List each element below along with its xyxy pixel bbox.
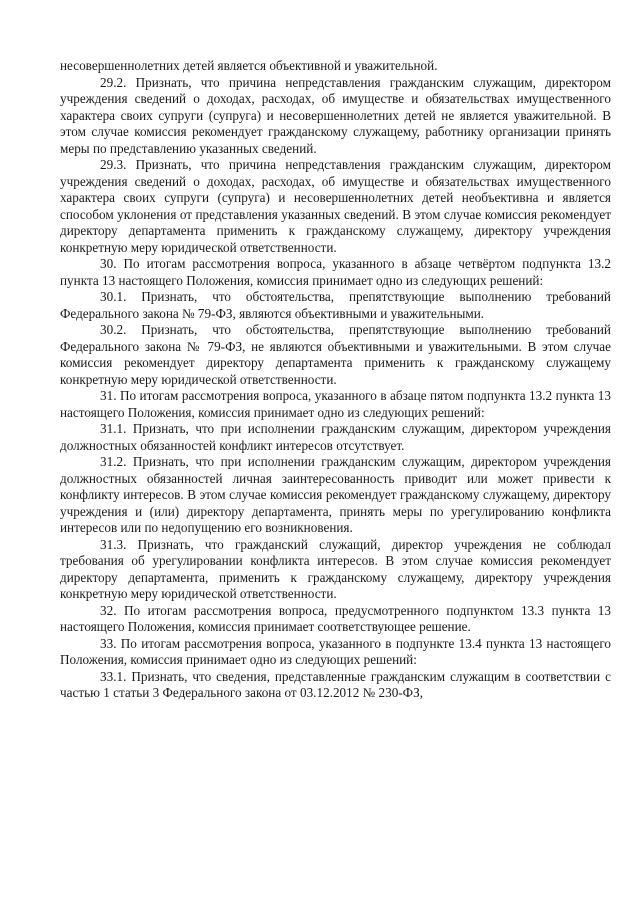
- paragraph-31: 31. По итогам рассмотрения вопроса, указанного в абзаце пятом подпункта 13.2 пункта 13 настоящего Положения, комиссия принимает одно из следующих решений:: [60, 388, 611, 420]
- paragraph-32: 32. По итогам рассмотрения вопроса, предусмотренного подпунктом 13.3 пункта 13 настоящего Положения, комиссия принимает соответствующее решение.: [60, 602, 611, 634]
- paragraph-30-2: 30.2. Признать, что обстоятельства, препятствующие выполнению требований Федерального закона № 79-ФЗ, не являются объективными и уважительными. В этом случае комиссия рекомендует директору департамента применить к гражданскому служащему конкретную меру юридической ответственности.: [60, 322, 611, 387]
- paragraph-31-1: 31.1. Признать, что при исполнении гражданским служащим, директором учреждения должностных обязанностей конфликт интересов отсутствует.: [60, 421, 611, 453]
- paragraph-30: 30. По итогам рассмотрения вопроса, указанного в абзаце четвёртом подпункта 13.2 пункта 13 настоящего Положения, комиссия принимает одно из следующих решений:: [60, 256, 611, 288]
- paragraph-31-3: 31.3. Признать, что гражданский служащий, директор учреждения не соблюдал требования об урегулировании конфликта интересов. В этом случае комиссия рекомендует директору департамента, применить к гражданскому служащему, директору учреждения конкретную меру юридической ответственности.: [60, 536, 611, 601]
- paragraph-29-2: 29.2. Признать, что причина непредставления гражданским служащим, директором учреждения сведений о доходах, расходах, об имуществе и обязательствах имущественного характера своих супруги (супруга) и несовершеннолетних детей не является уважительной. В этом случае комиссия рекомендует гражданскому служащему, работнику организации принять меры по представлению указанных сведений.: [60, 74, 611, 156]
- paragraph-33: 33. По итогам рассмотрения вопроса, указанного в подпункте 13.4 пункта 13 настоящего Положения, комиссия принимает одно из следующих решений:: [60, 635, 611, 667]
- paragraph-29-3: 29.3. Признать, что причина непредставления гражданским служащим, директором учреждения сведений о доходах, расходах, об имуществе и обязательствах имущественного характера своих супруги (супруга) и несовершеннолетних детей необъективна и является способом уклонения от представления указанных сведений. В этом случае комиссия рекомендует директору департамента применить к гражданскому служащему, директору учреждения конкретную меру юридической ответственности.: [60, 157, 611, 255]
- paragraph-31-2: 31.2. Признать, что при исполнении гражданским служащим, директором учреждения должностных обязанностей личная заинтересованность приводит или может привести к конфликту интересов. В этом случае комиссия рекомендует гражданскому служащему, директору учреждения и (или) директору департамента, принять меры по урегулированию конфликта интересов или по недопущению его возникновения.: [60, 454, 611, 535]
- paragraph-29-1-continuation: несовершеннолетних детей является объективной и уважительной.: [60, 58, 438, 73]
- paragraph-33-1: 33.1. Признать, что сведения, представленные гражданским служащим в соответствии с частью 1 статьи 3 Федерального закона от 03.12.2012 № 230-ФЗ,: [60, 668, 611, 700]
- document-page: [60, 58, 611, 702]
- paragraph-30-1: 30.1. Признать, что обстоятельства, препятствующие выполнению требований Федерального закона № 79-ФЗ, являются объективными и уважительными.: [60, 289, 611, 321]
